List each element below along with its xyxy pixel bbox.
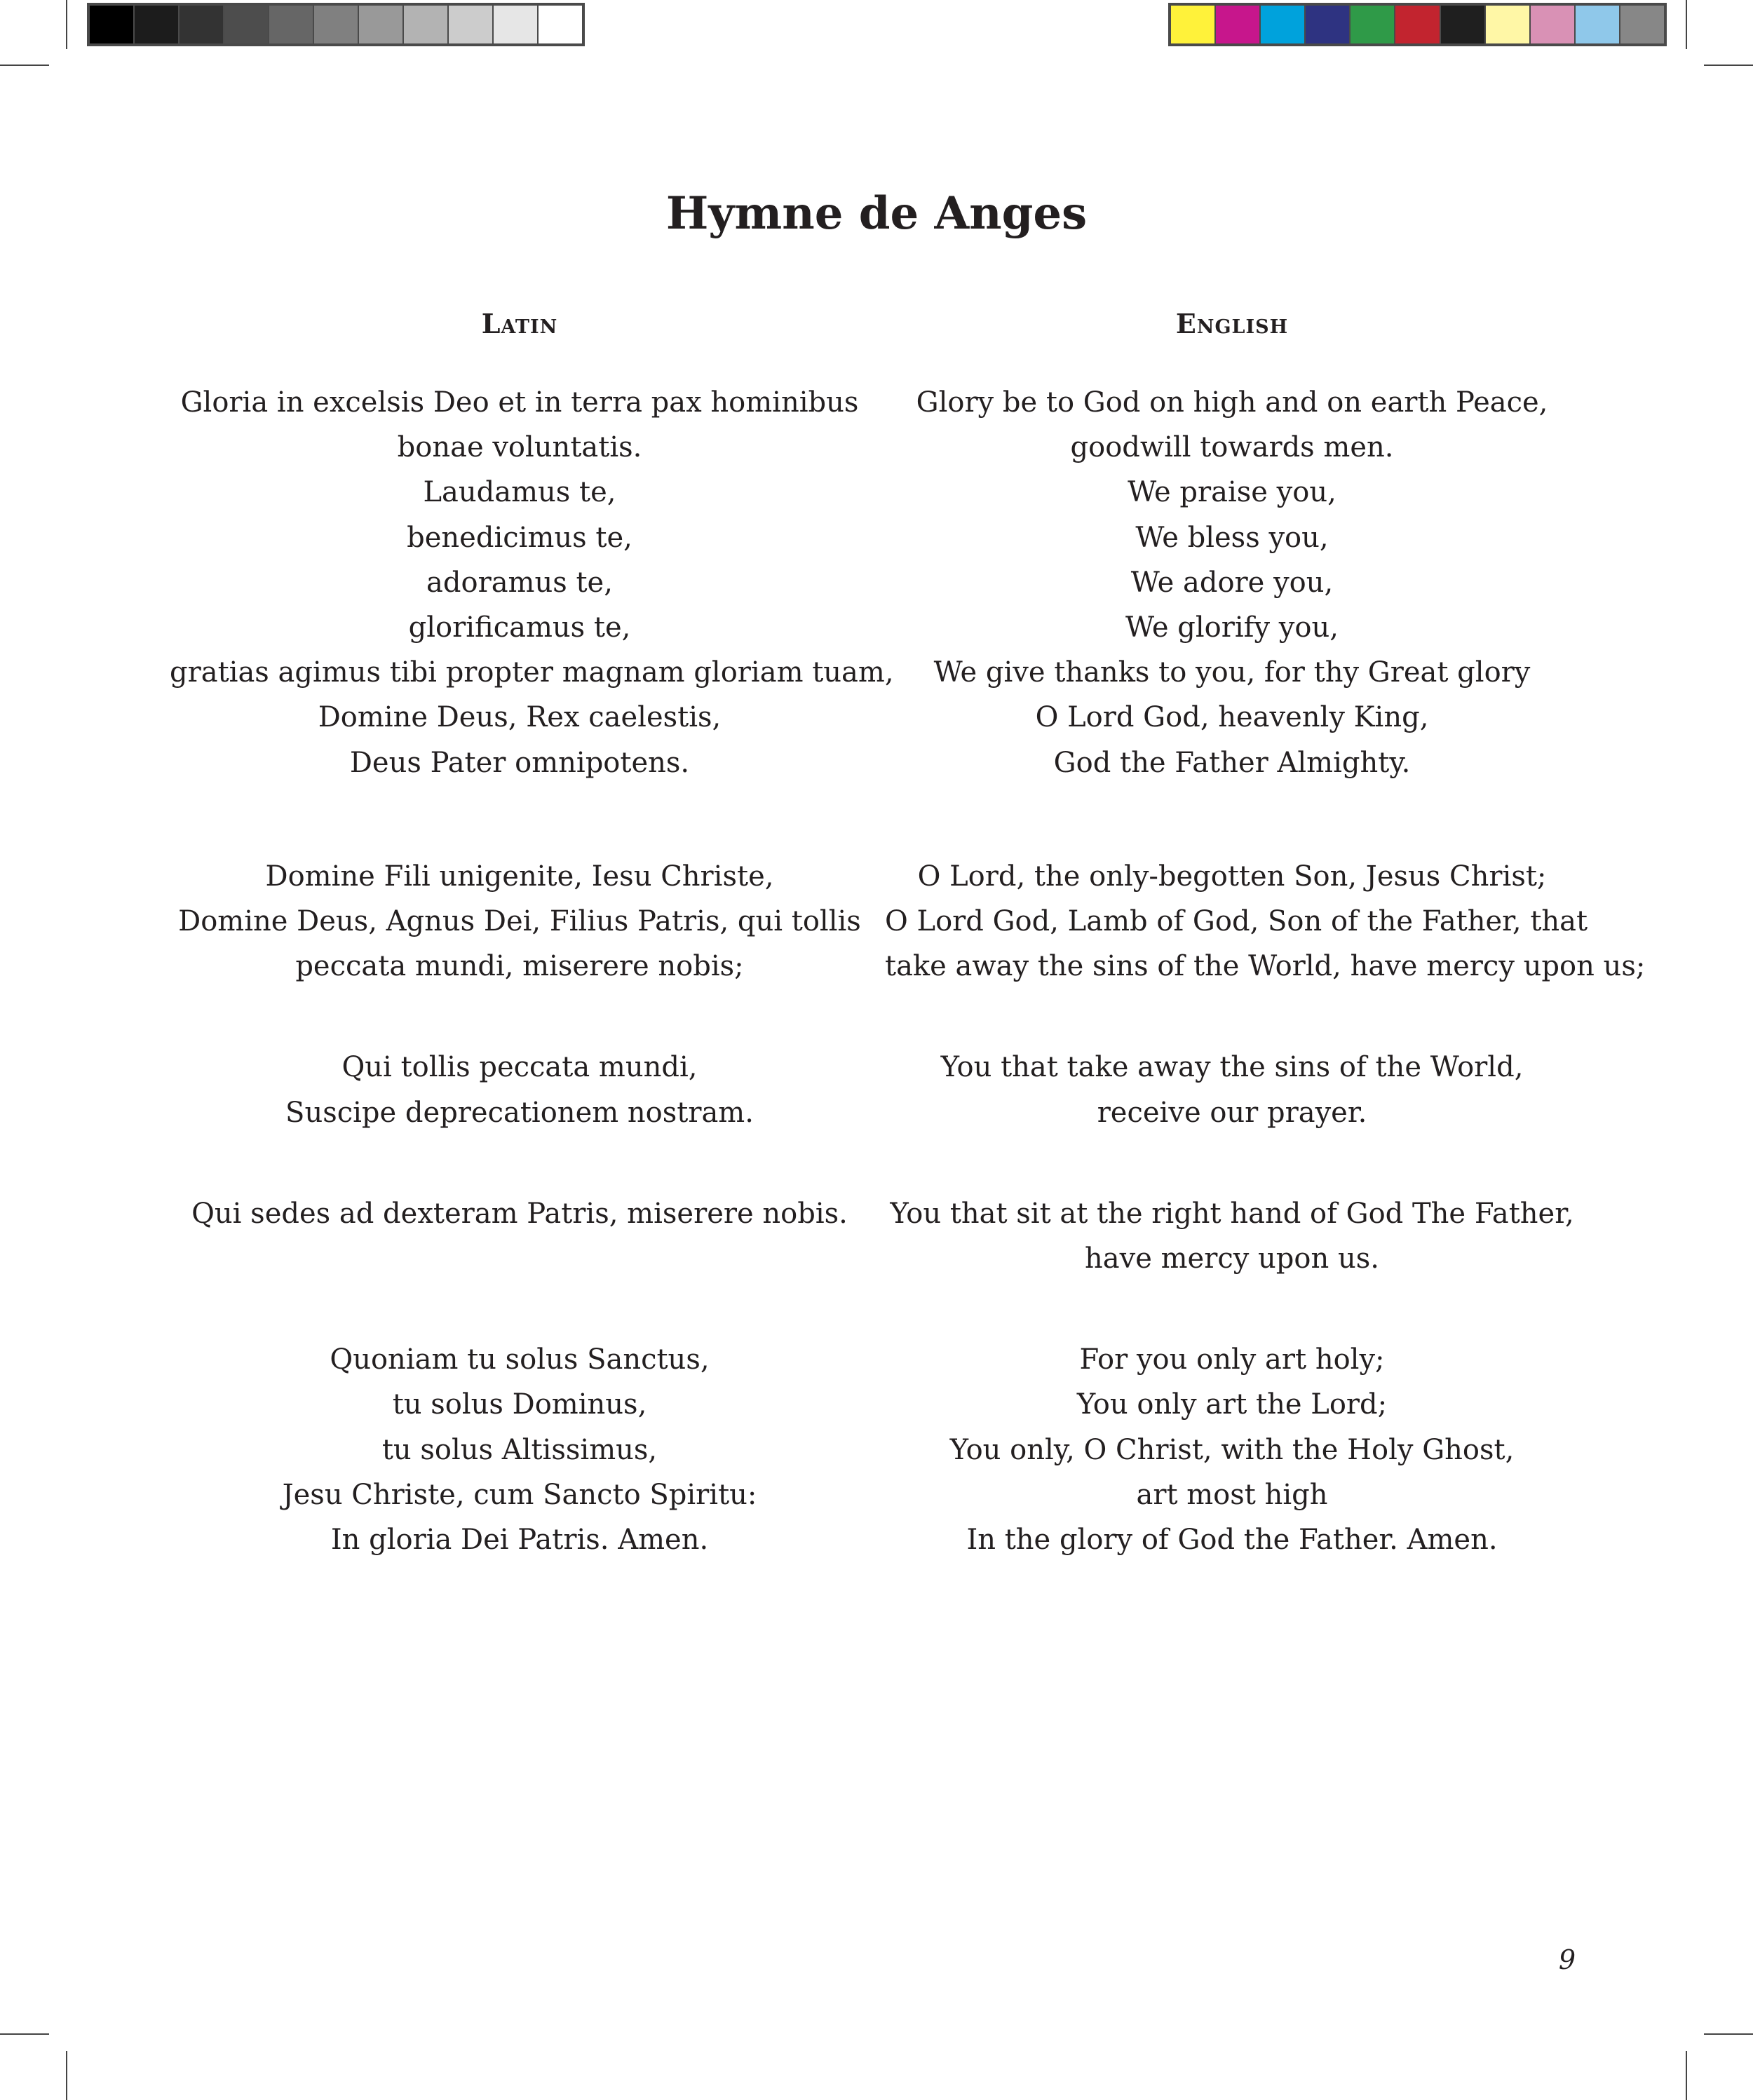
english-stanza-3 xyxy=(885,1045,1579,1134)
verse-line: In gloria Dei Patris. Amen. xyxy=(330,1524,709,1557)
color-swatch xyxy=(1441,6,1486,43)
color-swatch xyxy=(404,6,449,43)
latin-stanza-3 xyxy=(170,1045,869,1134)
verse-line: We bless you, xyxy=(1135,521,1329,554)
english-stanza-2 xyxy=(885,854,1646,989)
verse-line: Qui sedes ad dexteram Patris, miserere nobis. xyxy=(191,1197,848,1230)
verse-line: You that take away the sins of the World, xyxy=(940,1051,1524,1084)
verse-line: adoramus te, xyxy=(426,566,613,599)
verse-line: In the glory of God the Father. Amen. xyxy=(966,1524,1498,1557)
english-column xyxy=(885,303,1646,1562)
crop-mark xyxy=(1686,2051,1687,2100)
crop-mark xyxy=(0,2033,49,2035)
color-swatch xyxy=(90,6,135,43)
color-swatch xyxy=(1216,6,1261,43)
verse-line: art most high xyxy=(1136,1478,1328,1511)
latin-heading: Latin xyxy=(481,308,558,339)
crop-mark xyxy=(66,2051,67,2100)
verse-line: bonae voluntatis. xyxy=(397,431,642,464)
verse-line: peccata mundi, miserere nobis; xyxy=(295,950,744,983)
page-number: 9 xyxy=(1558,1944,1576,1975)
crop-mark xyxy=(1686,0,1687,49)
color-swatch xyxy=(449,6,494,43)
verse-line: God the Father Almighty. xyxy=(1053,746,1411,779)
latin-stanza-5 xyxy=(170,1337,869,1562)
verse-line: receive our prayer. xyxy=(1097,1096,1367,1129)
verse-line: We glorify you, xyxy=(1125,611,1339,644)
verse-line: Laudamus te, xyxy=(423,476,616,509)
verse-line: Quoniam tu solus Sanctus, xyxy=(330,1343,710,1376)
verse-line: Domine Fili unigenite, Iesu Christe, xyxy=(265,860,774,893)
grayscale-color-bar xyxy=(87,3,585,46)
color-swatch xyxy=(135,6,180,43)
verse-line: We praise you, xyxy=(1128,476,1336,509)
color-swatch xyxy=(1171,6,1216,43)
process-color-bar xyxy=(1168,3,1667,46)
verse-line: You that sit at the right hand of God The Father, xyxy=(890,1197,1574,1230)
english-stanza-5 xyxy=(885,1337,1579,1562)
verse-line: benedicimus te, xyxy=(407,521,632,554)
color-swatch xyxy=(1351,6,1395,43)
verse-line: O Lord God, heavenly King, xyxy=(1035,701,1429,734)
color-swatch xyxy=(180,6,224,43)
crop-mark xyxy=(1704,2033,1753,2035)
verse-line: Qui tollis peccata mundi, xyxy=(341,1051,698,1084)
color-swatch xyxy=(494,6,539,43)
verse-line: Suscipe deprecationem nostram. xyxy=(285,1096,754,1129)
verse-line: O Lord God, Lamb of God, Son of the Father, that xyxy=(885,905,1588,938)
color-swatch xyxy=(1576,6,1620,43)
crop-mark xyxy=(0,65,49,66)
color-swatch xyxy=(1620,6,1664,43)
latin-stanza-2 xyxy=(170,854,869,989)
verse-line: take away the sins of the World, have mercy upon us; xyxy=(885,950,1646,983)
color-swatch xyxy=(1531,6,1576,43)
crop-mark xyxy=(1704,65,1753,66)
verse-line: For you only art holy; xyxy=(1079,1343,1385,1376)
color-swatch xyxy=(314,6,359,43)
verse-line: goodwill towards men. xyxy=(1070,431,1394,464)
color-swatch xyxy=(269,6,314,43)
verse-line: Jesu Christe, cum Sancto Spiritu: xyxy=(282,1478,757,1511)
verse-line: glorificamus te, xyxy=(408,611,631,644)
verse-line: Domine Deus, Agnus Dei, Filius Patris, qui tollis xyxy=(178,905,861,938)
color-swatch xyxy=(1261,6,1306,43)
color-swatch xyxy=(1486,6,1531,43)
color-swatch xyxy=(359,6,404,43)
color-swatch xyxy=(1395,6,1440,43)
verse-line: gratias agimus tibi propter magnam gloriam tuam, xyxy=(170,656,894,689)
latin-stanza-1 xyxy=(170,380,894,785)
color-swatch xyxy=(224,6,269,43)
english-heading: English xyxy=(1175,308,1289,339)
latin-stanza-4 xyxy=(170,1191,869,1281)
color-swatch xyxy=(539,6,582,43)
page-title: Hymne de Anges xyxy=(665,187,1088,240)
verse-line: You only, O Christ, with the Holy Ghost, xyxy=(949,1433,1515,1466)
verse-line: have mercy upon us. xyxy=(1085,1242,1379,1275)
verse-line: We give thanks to you, for thy Great glory xyxy=(933,656,1531,689)
color-swatch xyxy=(1306,6,1351,43)
crop-mark xyxy=(66,0,67,49)
verse-line: Gloria in excelsis Deo et in terra pax hominibus xyxy=(180,386,859,419)
verse-line: Glory be to God on high and on earth Peace, xyxy=(916,386,1548,419)
english-stanza-4 xyxy=(885,1191,1579,1281)
verse-line: O Lord, the only-begotten Son, Jesus Christ; xyxy=(917,860,1547,893)
verse-line: tu solus Altissimus, xyxy=(381,1433,658,1466)
verse-line: We adore you, xyxy=(1130,566,1334,599)
verse-line: You only art the Lord; xyxy=(1076,1388,1388,1421)
verse-line: Domine Deus, Rex caelestis, xyxy=(318,701,722,734)
verse-line: tu solus Dominus, xyxy=(392,1388,647,1421)
latin-column xyxy=(170,303,894,1562)
english-stanza-1 xyxy=(885,380,1579,785)
verse-line: Deus Pater omnipotens. xyxy=(349,746,690,779)
